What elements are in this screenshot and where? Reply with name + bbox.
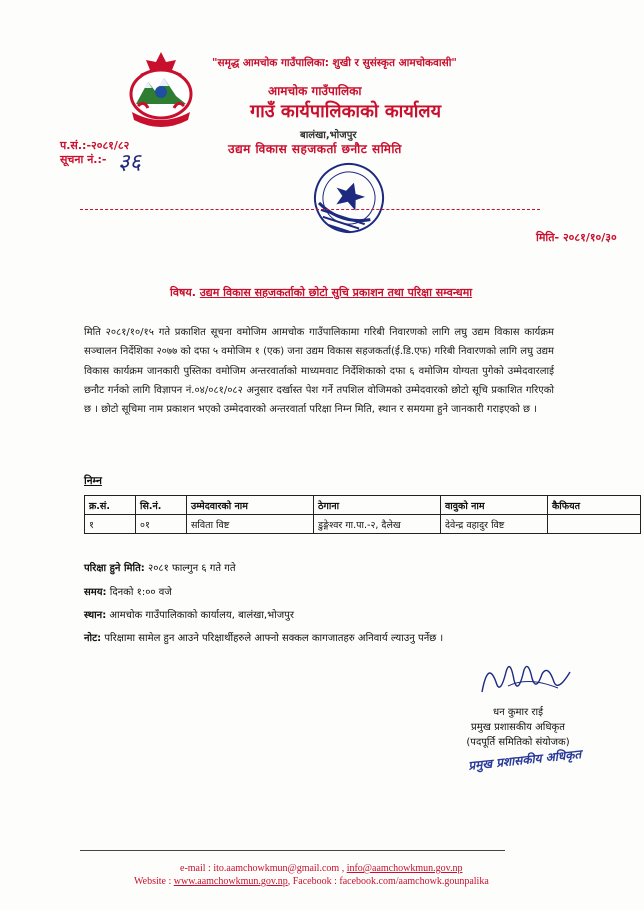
- exam-date-value: २०८१ फाल्गुन ६ गते गते: [148, 563, 236, 574]
- exam-note-value: परिक्षामा सामेल हुन आउने परिक्षार्थीहरुले आफ्नो सक्कल कागजातहरु अनिवार्य ल्याउनु पर्नेछ ।: [104, 633, 444, 644]
- subject-text: उद्यम विकास सहजकर्ताको छोटो सुचि प्रकाशन तथा परिक्षा सम्वन्धमा: [199, 286, 473, 299]
- municipality-name: आमचोक गाउँपालिका: [268, 84, 362, 98]
- cell-serial: १: [85, 515, 136, 534]
- col-father-name: वावुको नाम: [441, 496, 548, 515]
- government-emblem-icon: [124, 48, 198, 134]
- exam-date: [84, 560, 236, 574]
- facebook-label: , Facebook :: [287, 876, 340, 887]
- footer-web-line: [134, 876, 489, 887]
- office-address: बालंखा,भोजपुर: [300, 130, 357, 141]
- cell-remarks: [548, 515, 641, 534]
- exam-time-value: दिनको १:०० वजे: [109, 587, 172, 598]
- email-label: e-mail :: [180, 863, 214, 874]
- website-label: Website :: [134, 876, 174, 887]
- cell-candidate-name: सविता विष्ट: [187, 515, 314, 534]
- col-candidate-name: उम्मेदवारको नाम: [187, 496, 314, 515]
- exam-place-label: स्थान:: [84, 610, 107, 621]
- slogan: "समृद्ध आमचोक गाउँपालिका: शुखी र सुसंस्कृत आमचोकवासी": [212, 57, 457, 69]
- notice-number-handwritten: ३६: [118, 150, 141, 175]
- cell-symbol-no: ०१: [136, 515, 187, 534]
- exam-time-label: समय:: [84, 587, 107, 598]
- office-title: गाउँ कार्यपालिकाको कार्यालय: [250, 101, 442, 122]
- subject-line: [170, 285, 472, 300]
- email-link-1[interactable]: ito.aamchowkmun@gmail.com: [213, 863, 340, 874]
- signatory-role: (पदपूर्ति समितिको संयोजक): [466, 737, 570, 748]
- exam-note: [84, 630, 443, 644]
- body-paragraph: मिति २०८१/१०/१५ गते प्रकाशित सूचना वमोजिम आमचोक गाउँपालिकामा गरिबी निवारणको लागि लघु उद्यम विकास कार्यक्रम सञ्चालन निर्देशिका २०७७ को दफा ५ वमोजिम १ (एक) जना उद्यम विकास सहजकर्ता(ई.डि.एफ) गरिबी निवारणको लागि लघु उद्यम विकास कार्यक्रम जानकारी पुस्तिका वमोजिम अन्तरवार्ताको माध्यमवाट निर्देशिकाको दफा ६ वमोजिम योग्यता पुगेको उम्मेदवारलाई छनौट गर्नको लागि विज्ञापन नं.०४/०८१/०८२ अनुसार दर्खास्त पेश गर्ने तपशिल वोजिमको उम्मेदवारको छोटो सूचि प्रकाशित गरिएको छ । छोटो सूचिमा नाम प्रकाशन भएको उम्मेदवारको अन्तरवार्ता परिक्षा निम्न मिति, स्थान र समयमा हुने जानकारी गराइएको छ ।: [84, 327, 554, 416]
- col-serial: क्र.सं.: [85, 496, 136, 515]
- footer-divider: [80, 850, 505, 851]
- candidate-table: [84, 495, 641, 534]
- signature-icon: [478, 652, 574, 704]
- cell-father-name: देवेन्द्र वहादुर विष्ट: [441, 515, 548, 534]
- committee-name: उद्यम विकास सहजकर्ता छनौट समिति: [228, 142, 402, 156]
- exam-note-label: नोट:: [84, 633, 102, 644]
- col-symbol-no: सि.नं.: [136, 496, 187, 515]
- table-row: [85, 515, 641, 534]
- letter-number: प.सं.:-२०८१/८२: [60, 139, 130, 152]
- facebook-link[interactable]: facebook.com/aamchowk.gounpalika: [339, 876, 489, 887]
- signatory-name: धन कुमार राई: [493, 707, 543, 718]
- notice-number-label: सूचना नं.:-: [60, 153, 107, 166]
- header-divider: [80, 209, 540, 210]
- designation-stamp: प्रमुख प्रशासकीय अधिकृत: [467, 747, 582, 773]
- footer-email-line: [180, 863, 462, 874]
- email-separator: ,: [339, 863, 347, 874]
- cell-address: डुङ्गेश्वर गा.पा.-२, दैलेख: [314, 515, 441, 534]
- letter-date: मिति- २०८१/१०/३०: [536, 231, 617, 244]
- signatory-title: प्रमुख प्रशासकीय अधिकृत: [471, 722, 565, 733]
- website-link[interactable]: www.aamchowkmun.gov.np: [173, 876, 288, 887]
- signature-block: [448, 705, 588, 750]
- exam-date-label: परिक्षा हुने मिति:: [84, 563, 145, 574]
- office-stamp-icon: [308, 152, 390, 244]
- table-header-row: [85, 496, 641, 515]
- exam-place: [84, 607, 294, 621]
- table-label: निम्न: [84, 475, 102, 487]
- email-link-2[interactable]: info@aamchowkmun.gov.np: [346, 863, 463, 874]
- col-address: ठेगाना: [314, 496, 441, 515]
- exam-place-value: आमचोक गाउँपालिकाको कार्यालय, बालंखा,भोजपुर: [109, 610, 294, 621]
- subject-label: विषय.: [170, 286, 196, 299]
- col-remarks: कैफियत: [548, 496, 641, 515]
- exam-time: [84, 584, 172, 598]
